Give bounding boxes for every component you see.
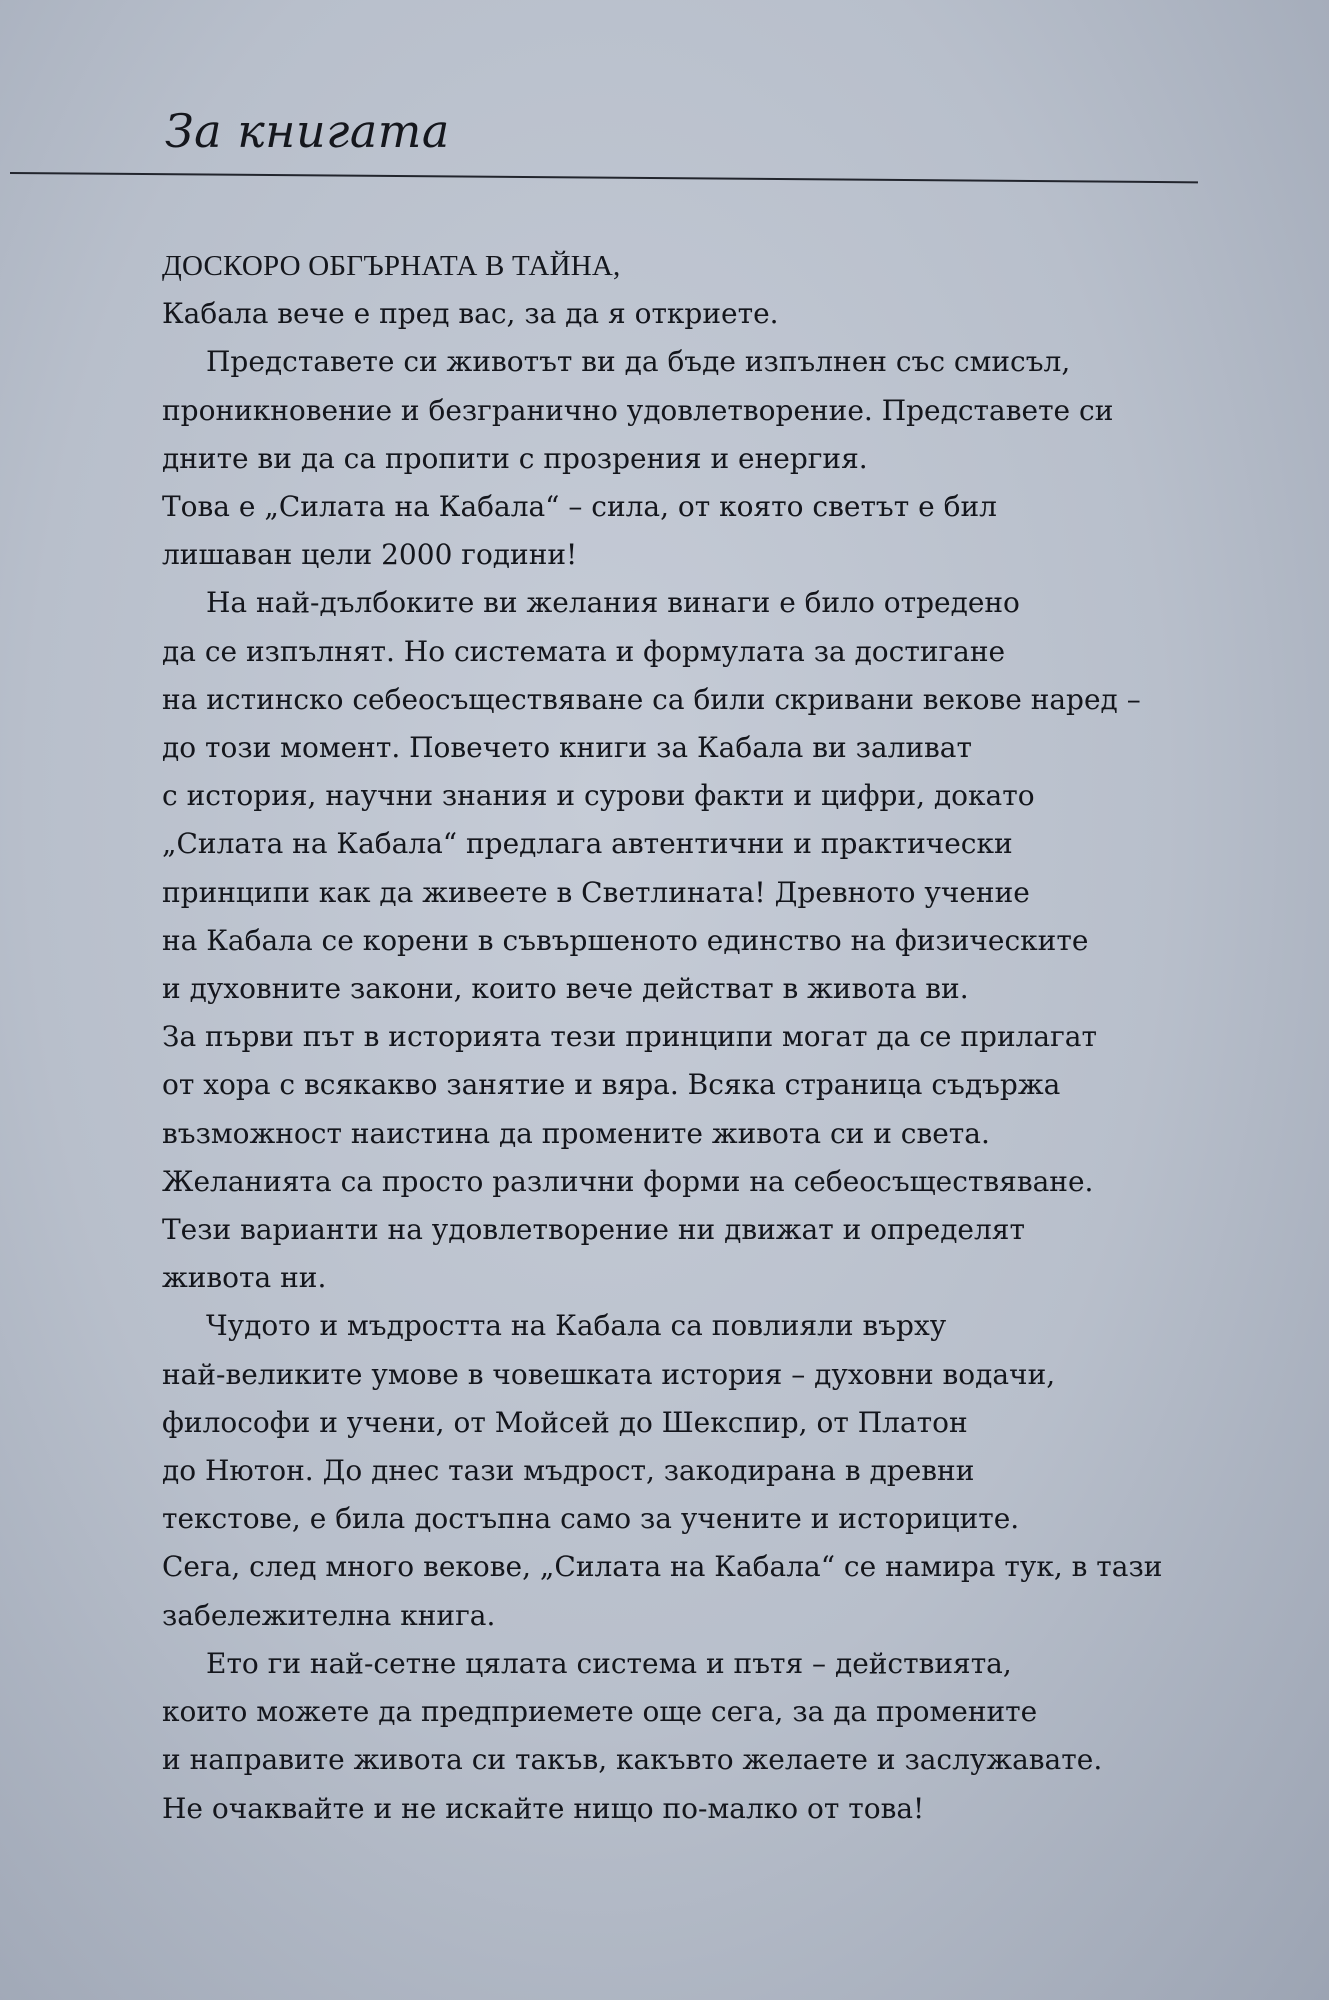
text-line: Представете си животът ви да бъде изпълнен със смисъл,	[206, 345, 1071, 379]
text-line: да се изпълнят. Но системата и формулата за достигане	[162, 634, 1006, 668]
text-line: на Кабала се корени в съвършеното единство на физическите	[162, 923, 1089, 957]
text-line: „Силата на Кабала“ предлага автентични и практически	[162, 827, 1013, 861]
text-line: които можете да предприемете още сега, за да промените	[162, 1695, 1038, 1729]
text-line: възможност наистина да промените живота си и света.	[162, 1116, 990, 1150]
text-line: до този момент. Повечето книги за Кабала ви заливат	[162, 731, 972, 765]
running-head: За книгата	[165, 104, 450, 158]
text-line: живота ни.	[162, 1261, 327, 1295]
text-line: На най-дълбоките ви желания винаги е било отредено	[206, 586, 1020, 620]
text-line: Чудото и мъдростта на Кабала са повлияли върху	[206, 1309, 947, 1343]
text-line: от хора с всякакво занятие и вяра. Всяка страница съдържа	[162, 1068, 1061, 1102]
text-line: на истинско себеосъществяване са били скривани векове наред –	[162, 682, 1141, 716]
text-line: Ето ги най-сетне цялата система и пътя – действията,	[206, 1646, 1012, 1680]
text-line: Не очаквайте и не искайте нищо по-малко от това!	[162, 1791, 925, 1825]
text-line: лишаван цели 2000 години!	[162, 538, 578, 572]
text-line: принципи как да живеете в Светлината! Древното учение	[162, 875, 1030, 909]
text-line: и духовните закони, които вече действат в живота ви.	[162, 972, 969, 1006]
text-line: до Нютон. До днес тази мъдрост, закодирана в древни	[162, 1454, 975, 1488]
text-line: Кабала вече е пред вас, за да я откриете.	[162, 297, 779, 331]
text-line: Това е „Силата на Кабала“ – сила, от която светът е бил	[162, 490, 997, 524]
text-line: Желанията са просто различни форми на себеосъществяване.	[162, 1164, 1094, 1198]
text-line: и направите живота си такъв, какъвто желаете и заслужавате.	[162, 1743, 1103, 1777]
text-line: текстове, е била достъпна само за учените и историците.	[162, 1502, 1020, 1536]
text-line: с история, научни знания и сурови факти и цифри, докато	[162, 779, 1035, 813]
body-text	[162, 242, 1172, 1833]
text-line: За първи път в историята тези принципи могат да се прилагат	[162, 1020, 1097, 1054]
text-line: Тези варианти на удовлетворение ни движат и определят	[162, 1213, 1025, 1247]
header-rule	[10, 172, 1198, 183]
text-line: дните ви да са пропити с прозрения и енергия.	[162, 441, 868, 475]
text-line: философи и учени, от Мойсей до Шекспир, от Платон	[162, 1405, 968, 1439]
text-line: най-великите умове в човешката история – духовни водачи,	[162, 1357, 1056, 1391]
text-line: ДОСКОРО ОБГЪРНАТА В ТАЙНА,	[162, 250, 621, 282]
text-line: забележителна книга.	[162, 1598, 496, 1632]
text-line: Сега, след много векове, „Силата на Кабала“ се намира тук, в тази	[162, 1550, 1163, 1584]
text-line: проникновение и безгранично удовлетворение. Представете си	[162, 393, 1114, 427]
